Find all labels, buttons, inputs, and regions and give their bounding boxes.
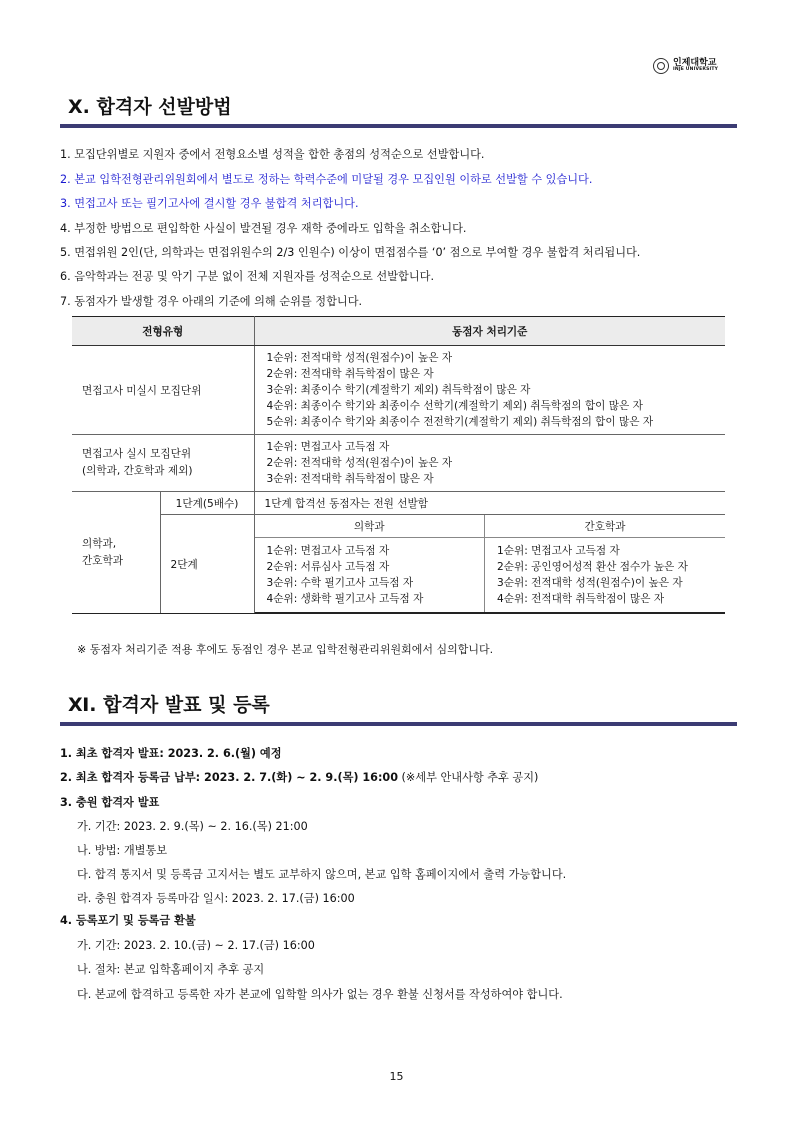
list-item: 3순위: 전적대학 취득학점이 많은 자 [266,473,434,485]
item3-sub-3: 다. 합격 통지서 및 등록금 고지서는 별도 교부하지 않으며, 본교 입학 홈페이지에서 출력 가능합니다. [77,868,567,881]
list-item: 1순위: 전적대학 성적(원점수)이 높은 자 [266,352,453,364]
tie-break-note: ※ 동점자 처리기준 적용 후에도 동점인 경우 본교 입학전형관리위원회에서 심의합니다. [77,643,494,656]
header-criteria: 동점자 처리기준 [254,317,725,346]
list-item: 1순위: 면접고사 고득점 자 [266,441,390,453]
medicine-criteria [255,538,485,613]
row3-type [72,492,160,614]
stage2-subtable [255,515,726,613]
section-10-rule [60,124,737,128]
table-header-row [72,317,725,346]
row1-type: 면접고사 미실시 모집단위 [72,346,254,435]
list-item: 2순위: 전적대학 취득학점이 많은 자 [266,368,434,380]
selection-item-1: 1. 모집단위별로 지원자 중에서 전형요소별 성적을 합한 총점의 성적순으로 선발합니다. [60,148,485,161]
selection-item-6: 6. 음악학과는 전공 및 악기 구분 없이 전체 지원자를 성적순으로 선발합니다. [60,270,435,283]
selection-item-4: 4. 부정한 방법으로 편입학한 사실이 발견될 경우 재학 중에라도 입학을 취소합니다. [60,222,467,235]
item4-sub-3: 다. 본교에 합격하고 등록한 자가 본교에 입학할 의사가 없는 경우 환불 신청서를 작성하여야 합니다. [77,988,563,1001]
section-11-rule [60,722,737,726]
table-row [72,492,725,515]
item2-main: 2. 최초 합격자 등록금 납부: 2023. 2. 7.(화) ~ 2. 9.(목) 16:00 [60,771,398,784]
tie-break-table [72,316,725,614]
table-row [72,435,725,492]
page-number: 15 [389,1070,404,1083]
section-10-title: Ⅹ. 합격자 선발방법 [68,96,232,118]
medicine-header: 의학과 [255,515,485,538]
selection-item-5: 5. 면접위원 2인(단, 의학과는 면접위원수의 2/3 인원수) 이상이 면접점수를 ‘0’ 점으로 부여할 경우 불합격 처리됩니다. [60,246,641,259]
logo-english-name: INJE UNIVERSITY [673,67,719,73]
nursing-criteria [485,538,726,613]
nursing-header: 간호학과 [485,515,726,538]
stage1-label: 1단계(5배수) [160,492,254,515]
item3-sub-4: 라. 충원 합격자 등록마감 일시: 2023. 2. 17.(금) 16:00 [77,892,355,905]
announcement-item-2 [60,769,538,785]
item2-note: (※세부 안내사항 추후 공지) [398,771,539,784]
university-logo [653,58,718,74]
stage2-label: 2단계 [160,515,254,614]
section-11-title: Ⅺ. 합격자 발표 및 등록 [68,694,270,716]
item3-sub-1: 가. 기간: 2023. 2. 9.(목) ~ 2. 16.(목) 21:00 [77,820,308,833]
logo-korean-name: 인제대학교 [673,58,717,69]
row1-criteria [254,346,725,435]
header-type: 전형유형 [72,317,254,346]
row2-type-line1: 면접고사 실시 모집단위 [82,448,192,460]
list-item: 1순위: 면접고사 고득점 자 [266,545,390,557]
selection-item-7: 7. 동점자가 발생할 경우 아래의 기준에 의해 순위를 정합니다. [60,295,363,308]
stage1-text: 1단계 합격선 동점자는 전원 선발함 [254,492,725,515]
list-item: 1순위: 면접고사 고득점 자 [497,545,620,557]
stage2-criteria [254,515,725,614]
table-row [72,346,725,435]
list-item: 3순위: 최종이수 학기(계절학기 제외) 취득학점이 많은 자 [266,384,531,396]
list-item: 2순위: 전적대학 성적(원점수)이 높은 자 [266,457,453,469]
university-seal-icon [653,58,669,74]
list-item: 4순위: 전적대학 취득학점이 많은 자 [497,593,665,605]
row3-type-line1: 의학과, [82,537,117,550]
announcement-item-1: 1. 최초 합격자 발표: 2023. 2. 6.(월) 예정 [60,747,282,760]
list-item: 4순위: 최종이수 학기와 최종이수 선학기(계절학기 제외) 취득학점의 합이 많은 자 [266,400,643,412]
row2-type [72,435,254,492]
list-item: 3순위: 수학 필기고사 고득점 자 [266,577,414,589]
row3-type-line2: 간호학과 [82,554,123,567]
row2-criteria [254,435,725,492]
table-row [72,515,725,614]
list-item: 5순위: 최종이수 학기와 최종이수 전전학기(계절학기 제외) 취득학점의 합이 많은 자 [266,416,654,428]
list-item: 2순위: 서류심사 고득점 자 [266,561,390,573]
item4-sub-2: 나. 절차: 본교 입학홈페이지 추후 공지 [77,963,265,976]
announcement-item-4: 4. 등록포기 및 등록금 환불 [60,914,196,927]
announcement-item-3: 3. 충원 합격자 발표 [60,796,160,809]
list-item: 2순위: 공인영어성적 환산 점수가 높은 자 [497,561,688,573]
list-item: 4순위: 생화학 필기고사 고득점 자 [266,593,424,605]
row2-type-line2: (의학과, 간호학과 제외) [82,465,193,477]
list-item: 3순위: 전적대학 성적(원점수)이 높은 자 [497,577,683,589]
item4-sub-1: 가. 기간: 2023. 2. 10.(금) ~ 2. 17.(금) 16:00 [77,939,315,952]
item3-sub-2: 나. 방법: 개별통보 [77,844,168,857]
selection-item-3: 3. 면접고사 또는 필기고사에 결시할 경우 불합격 처리합니다. [60,197,359,210]
selection-item-2: 2. 본교 입학전형관리위원회에서 별도로 정하는 학력수준에 미달될 경우 모집인원 이하로 선발할 수 있습니다. [60,173,593,186]
